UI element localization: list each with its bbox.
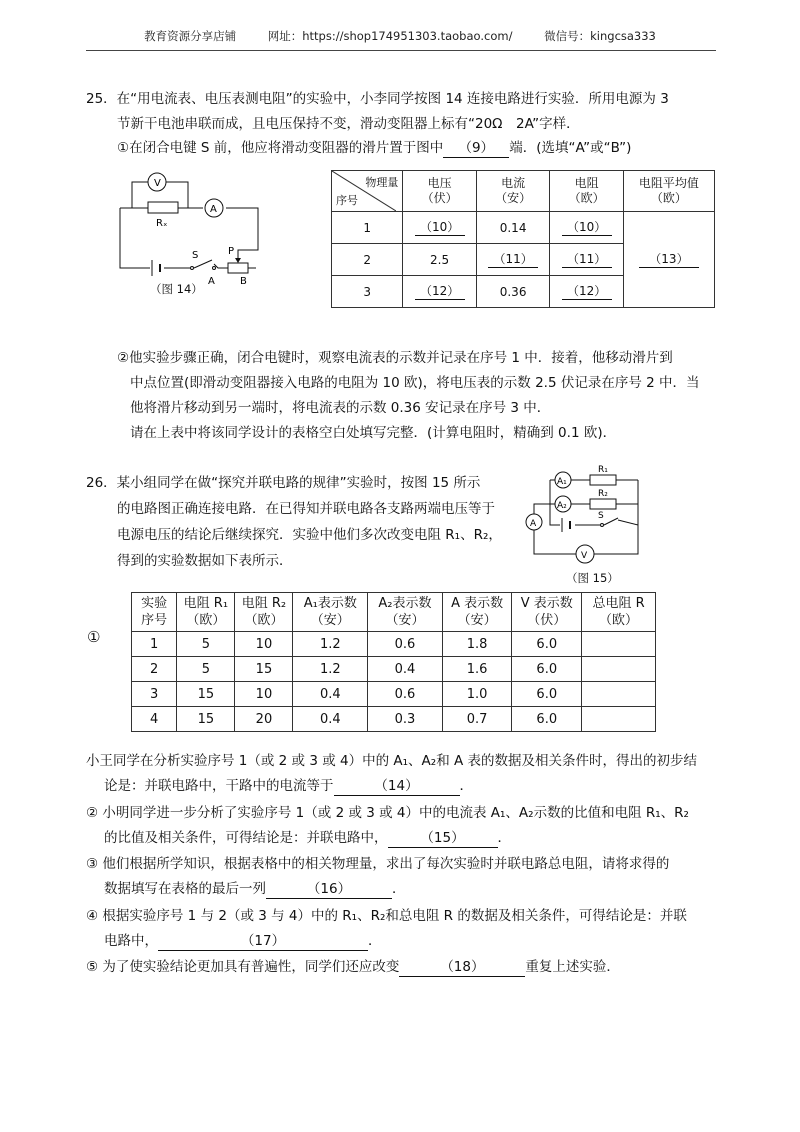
q25-header-voltage: 电压 （伏） [403,171,477,212]
q25-header-resistance: 电阻 （欧） [550,171,624,212]
fig14-end-b-label: B [240,276,247,287]
total-r-cell[interactable] [582,632,656,657]
table-row [132,632,656,657]
q25-part2-line1: ②他实验步骤正确，闭合电键时，观察电流表的示数并记录在序号 1 中．接着，他移动滑片到 [117,350,673,366]
q25-row3-no: 3 [332,276,403,308]
q26-header-a: A 表示数 （安） [442,593,512,632]
cell: 5 [177,632,235,657]
q25-table [331,170,715,308]
q26-header-v: V 表示数 （伏） [512,593,582,632]
q26-intro-line2: 的电路图正确连接电路．在已得知并联电路各支路两端电压等于 [117,501,495,517]
q25-part2-line3: 他将滑片移动到另一端时，将电流表的示数 0.36 安记录在序号 3 中． [130,400,551,416]
fig15-r2-label: R₂ [598,489,608,499]
q25-part1: ①在闭合电键 S 前，他应将滑动变阻器的滑片置于图中 （9） 端．(选填“A”或“B”) [117,140,632,156]
cell: 0.6 [368,632,443,657]
blank-10b[interactable]: （10） [562,219,612,236]
q26-p2-line2: 的比值及相关条件，可得结论是：并联电路中， （15） ． [104,830,511,846]
q26-intro-line3: 电源电压的结论后继续探究．实验中他们多次改变电阻 R₁、R₂， [117,527,502,543]
cell: 1.2 [293,632,368,657]
circuit-figure-15 [520,460,650,570]
q26-header-a1: A₁表示数 （安） [293,593,368,632]
blank-10a[interactable]: （10） [415,219,465,236]
q25-part2-line4: 请在上表中将该同学设计的表格空白处填写完整．(计算电阻时，精确到 0.1 欧)． [130,425,617,441]
q25-row1-i: 0.14 [476,212,550,244]
cell: 15 [177,682,235,707]
blank-17[interactable]: （17） [158,932,368,951]
cell: 1.6 [442,657,512,682]
q25-header-current: 电流 （安） [476,171,550,212]
cell: 10 [235,632,293,657]
fig14-voltmeter-label: V [154,178,161,189]
cell: 0.7 [442,707,512,732]
q25-row2-i [476,244,550,276]
cell: 10 [235,682,293,707]
q25-row1-r [550,212,624,244]
fig15-a2-label: A₂ [557,501,567,511]
q25-table-corner: 物理量 序号 [332,171,403,212]
q26-header-r1: 电阻 R₁ （欧） [177,593,235,632]
fig15-a-label: A [530,519,537,529]
q26-p4-line1: ④ 根据实验序号 1 与 2（或 3 与 4）中的 R₁、R₂和总电阻 R 的数据及相关条件，可得结论是：并联 [86,908,687,924]
q25-header-avg: 电阻平均值 （欧） [623,171,714,212]
fig15-v-label: V [581,551,588,561]
fig14-end-a-label: A [208,276,215,287]
cell: 15 [235,657,293,682]
q26-p3-line1: ③ 他们根据所学知识，根据表格中的相关物理量，求出了每次实验时并联电路总电阻，请将求得的 [86,856,670,872]
blank-14[interactable]: （14） [334,777,460,796]
cell: 15 [177,707,235,732]
q25-row1-u [403,212,477,244]
q25-row2-u: 2.5 [403,244,477,276]
fig14-caption: （图 14） [150,282,203,296]
fig14-slider-label: P [228,246,235,257]
cell: 6.0 [512,632,582,657]
q26-header-r2: 电阻 R₂ （欧） [235,593,293,632]
cell: 1.2 [293,657,368,682]
cell: 5 [177,657,235,682]
page-header [0,28,800,44]
header-divider [86,50,716,51]
blank-16[interactable]: （16） [266,880,392,899]
cell: 0.4 [293,682,368,707]
total-r-cell[interactable] [582,707,656,732]
wechat-id: 微信号：kingcsa333 [544,29,656,43]
cell: 6.0 [512,707,582,732]
q25-row3-i: 0.36 [476,276,550,308]
blank-15[interactable]: （15） [388,829,498,848]
table-row [132,707,656,732]
cell: 2 [132,657,177,682]
blank-12b[interactable]: （12） [562,283,612,300]
total-r-cell[interactable] [582,682,656,707]
fig15-a1-label: A₁ [557,477,567,487]
q26-header-a2: A₂表示数 （安） [368,593,443,632]
cell: 4 [132,707,177,732]
cell: 0.4 [368,657,443,682]
blank-11a[interactable]: （11） [488,251,538,268]
blank-12a[interactable]: （12） [415,283,465,300]
fig14-ammeter-label: A [210,204,217,215]
blank-18[interactable]: （18） [399,958,525,977]
q25-row1-no: 1 [332,212,403,244]
table-row [132,682,656,707]
q26-intro-line1: 26．某小组同学在做“探究并联电路的规律”实验时，按图 15 所示 [86,475,481,491]
q25-row2-no: 2 [332,244,403,276]
cell: 6.0 [512,657,582,682]
q25-part2-line2: 中点位置(即滑动变阻器接入电路的电阻为 10 欧)，将电压表的示数 2.5 伏记录在序号 2 中．当 [130,375,700,391]
q25-intro-line2: 节新干电池串联而成，且电压保持不变，滑动变阻器上标有“20Ω 2A”字样． [117,116,580,132]
fig15-r1-label: R₁ [598,465,608,475]
q26-p4-line2: 电路中， （17） ． [104,933,382,949]
q26-p1-line2: 论是：并联电路中，干路中的电流等于 （14） ． [104,778,473,794]
cell: 6.0 [512,682,582,707]
q26-intro-line4: 得到的实验数据如下表所示． [117,553,293,569]
q25-row3-u [403,276,477,308]
q26-table [131,592,656,732]
shop-name: 教育资源分享店铺 [144,29,237,43]
fig15-caption: （图 15） [566,571,619,585]
blank-11b[interactable]: （11） [562,251,612,268]
q25-avg-cell [623,212,714,308]
fig14-switch-label: S [192,250,199,261]
cell: 1.0 [442,682,512,707]
q26-p1-line1: 小王同学在分析实验序号 1（或 2 或 3 或 4）中的 A₁、A₂和 A 表的数据及相关条件时，得出的初步结 [86,753,698,769]
cell: 1 [132,632,177,657]
blank-13[interactable]: （13） [639,251,699,268]
cell: 0.4 [293,707,368,732]
q26-header-r: 总电阻 R （欧） [582,593,656,632]
q26-circle-1: ① [87,628,101,646]
q25-row3-r [550,276,624,308]
q25-intro-line1: 25．在“用电流表、电压表测电阻”的实验中，小李同学按图 14 连接电路进行实验．所用电源为 3 [86,91,669,107]
q26-header-no: 实验 序号 [132,593,177,632]
cell: 20 [235,707,293,732]
q26-p5: ⑤ 为了使实验结论更加具有普遍性，同学们还应改变 （18） 重复上述实验． [86,959,620,975]
q25-row2-r [550,244,624,276]
shop-url[interactable]: 网址：https://shop174951303.taobao.com/ [267,29,513,43]
q26-p3-line2: 数据填写在表格的最后一列 （16） ． [104,881,406,897]
table-row [132,657,656,682]
circuit-figure-14 [108,168,288,298]
cell: 0.3 [368,707,443,732]
total-r-cell[interactable] [582,657,656,682]
q26-p2-line1: ② 小明同学进一步分析了实验序号 1（或 2 或 3 或 4）中的电流表 A₁、A₂示数的比值和电阻 R₁、R₂ [86,805,689,821]
blank-9[interactable]: （9） [443,139,509,158]
fig15-s-label: S [598,511,604,521]
fig14-rx-label: Rₓ [156,218,168,229]
cell: 1.8 [442,632,512,657]
cell: 0.6 [368,682,443,707]
cell: 3 [132,682,177,707]
